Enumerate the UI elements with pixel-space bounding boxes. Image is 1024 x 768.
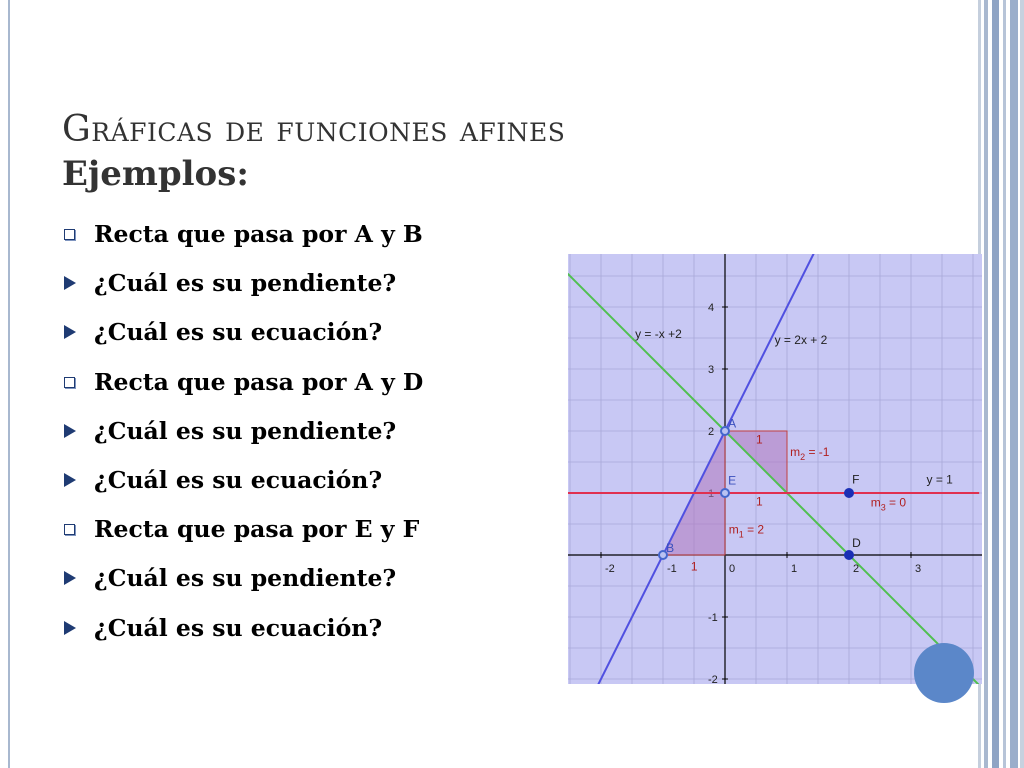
arrow-bullet-icon: [64, 621, 76, 635]
x-tick-label: 0: [729, 563, 736, 575]
square-bullet-icon: [64, 377, 75, 388]
slide-title-block: [62, 108, 762, 196]
point-D: [845, 551, 853, 559]
label-point-A: A: [728, 416, 737, 431]
label-line-blue: y = 2x + 2: [774, 333, 828, 348]
label-point-B: B: [666, 540, 675, 555]
y-tick-label: -2: [708, 674, 718, 684]
arrow-bullet-icon: [64, 325, 76, 339]
function-graph: [568, 254, 982, 684]
x-tick-label: 3: [915, 563, 922, 575]
slide-title: Gráficas de funciones afines: [62, 109, 566, 150]
label-line-green: y = -x +2: [635, 327, 682, 341]
label-point-E: E: [728, 473, 737, 488]
y-tick-label: -1: [708, 612, 718, 624]
label-point-D: D: [852, 535, 861, 550]
bullet-item: [62, 263, 562, 312]
arrow-bullet-icon: [64, 424, 76, 438]
point-E: [721, 489, 729, 497]
arrow-bullet-icon: [64, 571, 76, 585]
label-point-F: F: [852, 472, 860, 487]
square-bullet-icon: [64, 524, 75, 535]
right-decoration-rail: [978, 0, 1024, 768]
bullet-text: Recta que pasa por A y B: [94, 220, 423, 248]
arrow-bullet-icon: [64, 473, 76, 487]
y-tick-label: 2: [708, 426, 715, 438]
bullet-text: ¿Cuál es su ecuación?: [94, 613, 383, 642]
bullet-text: Recta que pasa por E y F: [94, 515, 420, 544]
arrow-bullet-icon: [64, 276, 76, 290]
y-tick-label: 3: [708, 364, 715, 376]
bullet-item: [62, 460, 562, 509]
bullet-text: ¿Cuál es su ecuación?: [94, 318, 383, 347]
bullet-text: ¿Cuál es su pendiente?: [94, 564, 397, 593]
bullet-item: [62, 558, 562, 607]
bullet-text: ¿Cuál es su ecuación?: [94, 465, 383, 494]
label-m3: $m_3 = 0$: [870, 495, 907, 513]
bullet-item: [62, 509, 562, 558]
bullet-item: [62, 411, 562, 460]
slide-subtitle: Ejemplos:: [62, 154, 249, 194]
x-tick-label: 1: [791, 563, 798, 575]
bullet-item: [62, 362, 562, 411]
left-decoration-rail: [0, 0, 16, 768]
square-bullet-icon: [64, 229, 75, 240]
y-tick-label: 4: [708, 302, 715, 314]
label-green-run: 1: [756, 494, 763, 509]
x-tick-label: 2: [853, 563, 860, 575]
bullet-text: ¿Cuál es su pendiente?: [94, 269, 397, 298]
bullet-text: Recta que pasa por A y D: [94, 367, 424, 396]
label-line-red: y = 1: [926, 472, 953, 487]
label-green-rise: 1: [756, 432, 763, 447]
bullet-item: [62, 214, 562, 263]
bullet-text: ¿Cuál es su pendiente?: [94, 416, 397, 445]
point-F: [845, 489, 853, 497]
bullet-list: [62, 214, 562, 657]
label-blue-run: 1: [690, 559, 698, 574]
x-tick-label: -2: [605, 563, 615, 575]
x-tick-label: -1: [667, 563, 677, 575]
label-m2: $m_2 = -1$: [790, 444, 830, 462]
decorative-circle: [914, 643, 974, 703]
bullet-item: [62, 312, 562, 361]
label-m1: $m_1 = 2$: [728, 522, 765, 540]
bullet-item: [62, 608, 562, 657]
